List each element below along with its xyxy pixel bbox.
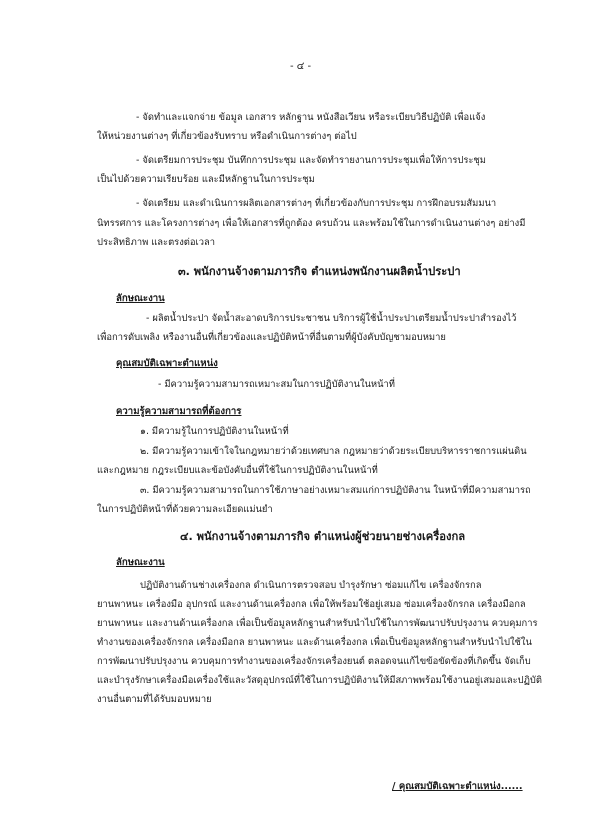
knowledge-line: และกฎหมาย กฎระเบียบและข้อบังคับอื่นที่ใช้ในการปฏิบัติงานในหน้าที่ xyxy=(97,465,378,476)
duty-line: นิทรรศการ และโครงการต่างๆ เพื่อให้เอกสารที่ถูกต้อง ครบถ้วน และพร้อมใช้ในการดำเนินงานต่างๆ อย่างมี xyxy=(97,218,526,229)
characteristics-line: งานอื่นตามที่ได้รับมอบหมาย xyxy=(97,694,212,705)
characteristics-line: และบำรุงรักษาเครื่องมือเครื่องใช้และวัสดุอุปกรณ์ที่ใช้ในการปฏิบัติงานให้มีสภาพพร้อมใช้งานอยู่เสมอและปฏิบัติ xyxy=(97,675,542,686)
duty-line: ประสิทธิภาพ และตรงต่อเวลา xyxy=(97,237,215,248)
characteristics-line: เพื่อการดับเพลิง หรืองานอื่นที่เกี่ยวข้องและปฏิบัติหน้าที่อื่นตามที่ผู้บังคับบัญชามอบหมาย xyxy=(97,332,446,343)
section-4-heading: ๔. พนักงานจ้างตามภารกิจ ตำแหน่งผู้ช่วยนายช่างเครื่องกล xyxy=(180,530,466,543)
knowledge-line: ๓. มีความรู้ความสามารถในการใช้ภาษาอย่างเหมาะสมแก่การปฏิบัติงาน ในหน้าที่มีความสามารถ xyxy=(140,485,531,496)
characteristics-line: ยานพาหนะ เครื่องมือ อุปกรณ์ และงานด้านเครื่องกล เพื่อให้พร้อมใช้อยู่เสมอ ซ่อมเครื่องจักรกล เครื่องมือกล xyxy=(97,599,526,610)
section-3-heading: ๓. พนักงานจ้างตามภารกิจ ตำแหน่งพนักงานผลิตน้ำประปา xyxy=(178,265,461,278)
characteristics-line: - ผลิตน้ำประปา จัดน้ำสะอาดบริการประชาชน บริการผู้ใช้น้ำประปาเตรียมน้ำประปาสำรองไว้ xyxy=(146,313,517,324)
characteristics-line: การพัฒนาปรับปรุงงาน ควบคุมการทำงานของเครื่องจักรเครื่องยนต์ ตลอดจนแก้ไขข้อขัดข้องที่เกิดขึ้น จัดเก็บ xyxy=(97,656,531,667)
characteristics-line: ทำงานของเครื่องจักรกล เครื่องมือกล ยานพาหนะ และด้านเครื่องกล เพื่อเป็นข้อมูลหลักฐานสำหรับนำไปใช้ใน xyxy=(97,637,532,648)
section-3-knowledge-label: ความรู้ความสามารถที่ต้องการ xyxy=(116,406,242,417)
knowledge-line: ๒. มีความรู้ความเข้าใจในกฎหมายว่าด้วยเทศบาล กฎหมายว่าด้วยระเบียบบริหารราชการแผ่นดิน xyxy=(140,446,527,457)
section-3-characteristics-label: ลักษณะงาน xyxy=(116,293,165,304)
duty-line: - จัดเตรียม และดำเนินการผลิตเอกสารต่างๆ ที่เกี่ยวข้องกับการประชุม การฝึกอบรมสัมมนา xyxy=(136,198,497,209)
continuation-footer: / คุณสมบัติเฉพาะตำแหน่ง...... xyxy=(392,781,523,792)
knowledge-line: ในการปฏิบัติหน้าที่ด้วยความละเอียดแม่นยำ xyxy=(97,504,273,515)
duty-line: - จัดเตรียมการประชุม บันทึกการประชุม และจัดทำรายงานการประชุมเพื่อให้การประชุม xyxy=(136,155,486,166)
knowledge-line: ๑. มีความรู้ในการปฏิบัติงานในหน้าที่ xyxy=(140,426,289,437)
duty-line: เป็นไปด้วยความเรียบร้อย และมีหลักฐานในการประชุม xyxy=(97,174,315,185)
characteristics-line: ปฏิบัติงานด้านช่างเครื่องกล ดำเนินการตรวจสอบ บำรุงรักษา ซ่อมแก้ไข เครื่องจักรกล xyxy=(140,580,482,591)
duty-line: ให้หน่วยงานต่างๆ ที่เกี่ยวข้องรับทราบ หรือดำเนินการต่างๆ ต่อไป xyxy=(97,131,357,142)
duty-line: - จัดทำและแจกจ่าย ข้อมูล เอกสาร หลักฐาน หนังสือเวียน หรือระเบียบวิธีปฏิบัติ เพื่อแจ้ง xyxy=(136,112,486,123)
section-4-characteristics-label: ลักษณะงาน xyxy=(116,557,165,568)
qualification-line: - มีความรู้ความสามารถเหมาะสมในการปฏิบัติงานในหน้าที่ xyxy=(158,379,395,390)
characteristics-line: ยานพาหนะ และงานด้านเครื่องกล เพื่อเป็นข้อมูลหลักฐานสำหรับนำไปใช้ในการพัฒนาปรับปรุงงาน ควบคุมการ xyxy=(97,618,538,629)
section-3-qualifications-label: คุณสมบัติเฉพาะตำแหน่ง xyxy=(116,358,218,369)
page-number: - ๔ - xyxy=(290,61,312,72)
